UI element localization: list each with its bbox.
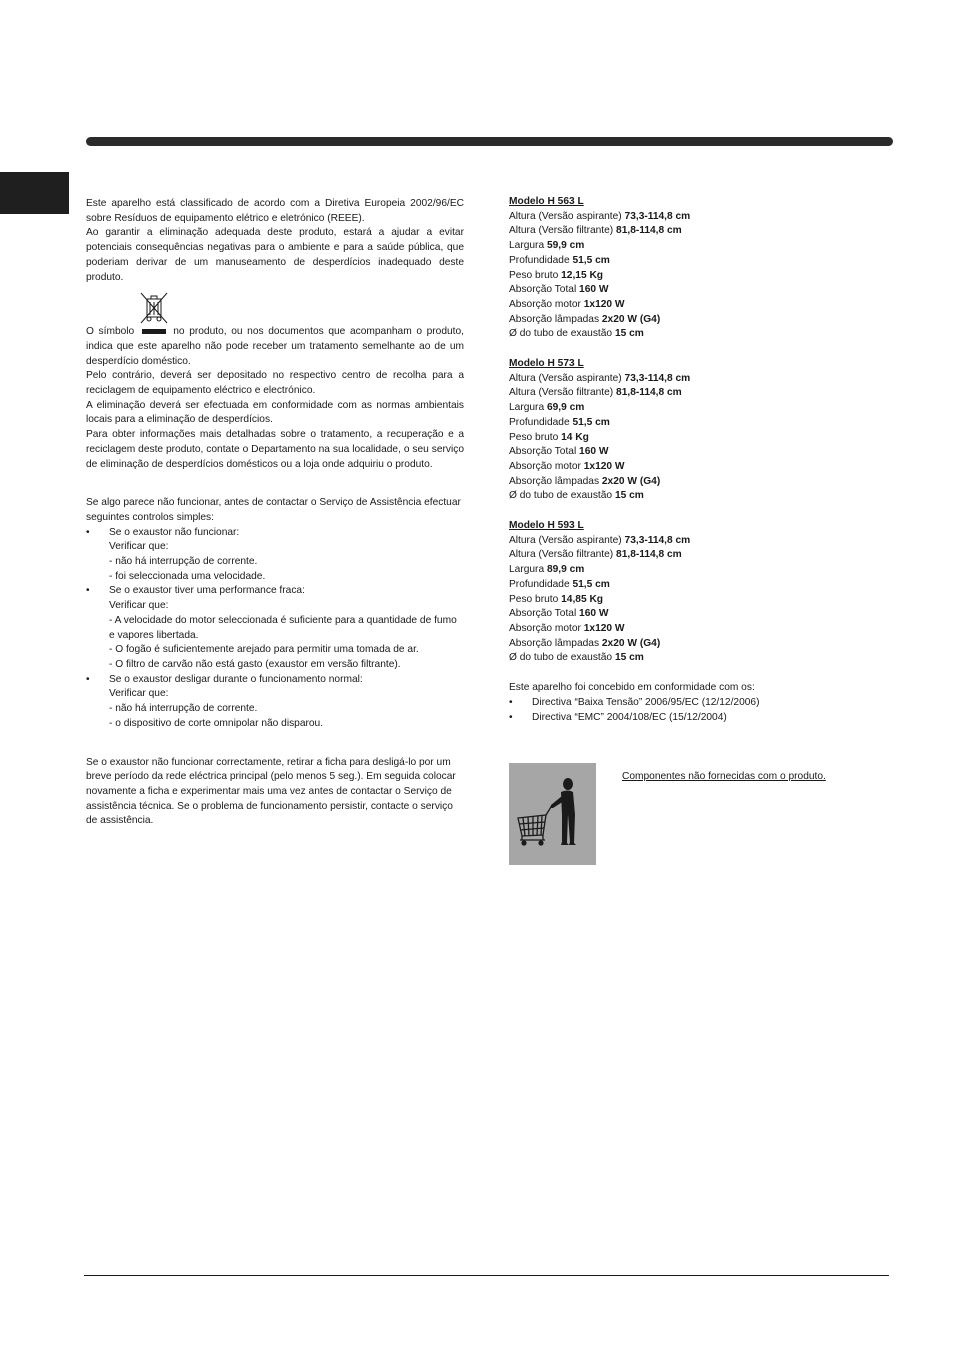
footer-rule xyxy=(84,1275,889,1276)
model-title: Modelo H 563 L xyxy=(509,196,584,207)
header-bar xyxy=(86,137,893,146)
spec-row: Peso bruto 12,15 Kg xyxy=(509,269,604,281)
accessory-pictogram xyxy=(509,763,596,865)
spec-row: Peso bruto 14 Kg xyxy=(509,431,589,443)
reset-paragraph: Se o exaustor não funcionar correctamente, retirar a ficha para desligá-lo por um breve período da rede eléctrica principal (pelo menos 5 seg.). Em seguida colocar novamente a ficha e experimentar mais uma vez antes de contactar o Serviço de assistência técnica. Se o problema de funcionamento persistir, contacte o serviço de assistência. xyxy=(86,756,456,827)
crossed-out-wheelie-bin-icon xyxy=(138,291,170,325)
disposal-paragraph: Pelo contrário, deverá ser depositado no respectivo centro de recolha para a reciclagem de equipamento eléctrico e electrónico. xyxy=(86,370,464,397)
model-spec-block xyxy=(509,357,889,504)
spec-row: Altura (Versão aspirante) 73,3-114,8 cm xyxy=(509,372,691,384)
spec-row: Absorção Total 160 W xyxy=(509,446,609,458)
spec-row: Absorção lâmpadas 2x20 W (G4) xyxy=(509,313,661,325)
spec-row: Absorção Total 160 W xyxy=(509,284,609,296)
troubleshoot-intro: Se algo parece não funcionar, antes de contactar o Serviço de Assistência efectuar seguintes controlos simples: xyxy=(86,497,461,523)
spec-row: Absorção Total 160 W xyxy=(509,608,609,620)
list-item: • Se o exaustor não funcionar: Verificar que: - não há interrupção de corrente. - foi seleccionada uma velocidade. xyxy=(86,526,464,585)
spec-row: Absorção lâmpadas 2x20 W (G4) xyxy=(509,475,661,487)
spec-row: Altura (Versão aspirante) 73,3-114,8 cm xyxy=(509,210,691,222)
right-column xyxy=(509,195,889,725)
list-item: • Se o exaustor desligar durante o funcionamento normal: Verificar que: - não há interrupção de corrente. - o dispositivo de corte omnipolar não disparou. xyxy=(86,673,464,732)
spec-row: Altura (Versão aspirante) 73,3-114,8 cm xyxy=(509,534,691,546)
spec-row: Absorção lâmpadas 2x20 W (G4) xyxy=(509,637,661,649)
spec-row: Peso bruto 14,85 Kg xyxy=(509,593,604,605)
disposal-paragraph: Para obter informações mais detalhadas sobre o tratamento, a recuperação e a reciclagem deste produto, contate o Departamento na sua localidade, o seu serviço de eliminação de desperdícios domésticos ou a loja onde adquiriu o produto. xyxy=(86,429,464,470)
person-with-shopping-cart-icon xyxy=(509,763,596,865)
spec-row: Profundidade 51,5 cm xyxy=(509,254,610,266)
accessory-note: Componentes não fornecidas com o produto. xyxy=(622,771,826,782)
list-item: • Directiva “EMC” 2004/108/EC (15/12/2004) xyxy=(509,711,889,726)
spec-row: Largura 59,9 cm xyxy=(509,240,585,252)
model-title: Modelo H 573 L xyxy=(509,358,584,370)
spec-row: Absorção motor 1x120 W xyxy=(509,298,625,310)
directives-list xyxy=(509,696,889,725)
spec-row: Largura 69,9 cm xyxy=(509,402,585,414)
spec-row: Absorção motor 1x120 W xyxy=(509,622,625,634)
disposal-paragraph: A eliminação deverá ser efectuada em conformidade com as normas ambientais locais para a eliminação de desperdícios. xyxy=(86,399,464,426)
model-spec-block xyxy=(509,195,889,342)
symbol-paragraph xyxy=(86,325,464,369)
spec-row: Altura (Versão filtrante) 81,8-114,8 cm xyxy=(509,549,682,561)
left-column xyxy=(86,197,464,829)
spec-row: Largura 89,9 cm xyxy=(509,564,585,576)
spec-row: Ø do tubo de exaustão 15 cm xyxy=(509,652,644,664)
spec-row: Altura (Versão filtrante) 81,8-114,8 cm xyxy=(509,225,682,237)
spec-row: Ø do tubo de exaustão 15 cm xyxy=(509,328,644,340)
weee-paragraph: Ao garantir a eliminação adequada deste produto, estará a ajudar a evitar potenciais consequências negativas para o ambiente e para a saúde pública, que poderiam derivar de um manuseamento de desperdícios inadequado deste produto. xyxy=(86,227,464,283)
list-item: • Se o exaustor tiver uma performance fraca: Verificar que: - A velocidade do motor seleccionada é suficiente para a quantidade de fumo e vapores libertada. - O fogão é suficientemente arejado para permitir uma tomada de ar. - O filtro de carvão não está gasto (exaustor em versão filtrante). xyxy=(86,584,464,672)
spec-row: Altura (Versão filtrante) 81,8-114,8 cm xyxy=(509,387,682,399)
spec-row: Absorção motor 1x120 W xyxy=(509,460,625,472)
list-item: • Directiva “Baixa Tensão” 2006/95/EC (12/12/2006) xyxy=(509,696,889,711)
spec-row: Profundidade 51,5 cm xyxy=(509,578,610,590)
symbol-after-text: no produto, ou nos documentos que acompanham o produto, indica que este aparelho não pode receber um tratamento semelhante ao de um desperdício doméstico. xyxy=(86,326,464,367)
troubleshoot-list xyxy=(86,526,464,732)
spec-row: Profundidade 51,5 cm xyxy=(509,416,610,428)
model-title: Modelo H 593 L xyxy=(509,520,584,532)
language-tab xyxy=(0,172,69,214)
spec-row: Ø do tubo de exaustão 15 cm xyxy=(509,490,644,502)
model-spec-block xyxy=(509,519,889,666)
conformity-intro: Este aparelho foi concebido em conformidade com os: xyxy=(509,682,755,694)
black-bar-symbol-icon xyxy=(142,329,166,334)
weee-paragraph: Este aparelho está classificado de acordo com a Diretiva Europeia 2002/96/EC sobre Resíduos de equipamento elétrico e eletrónico (REEE). xyxy=(86,198,464,224)
symbol-before-text: O símbolo xyxy=(86,326,135,338)
